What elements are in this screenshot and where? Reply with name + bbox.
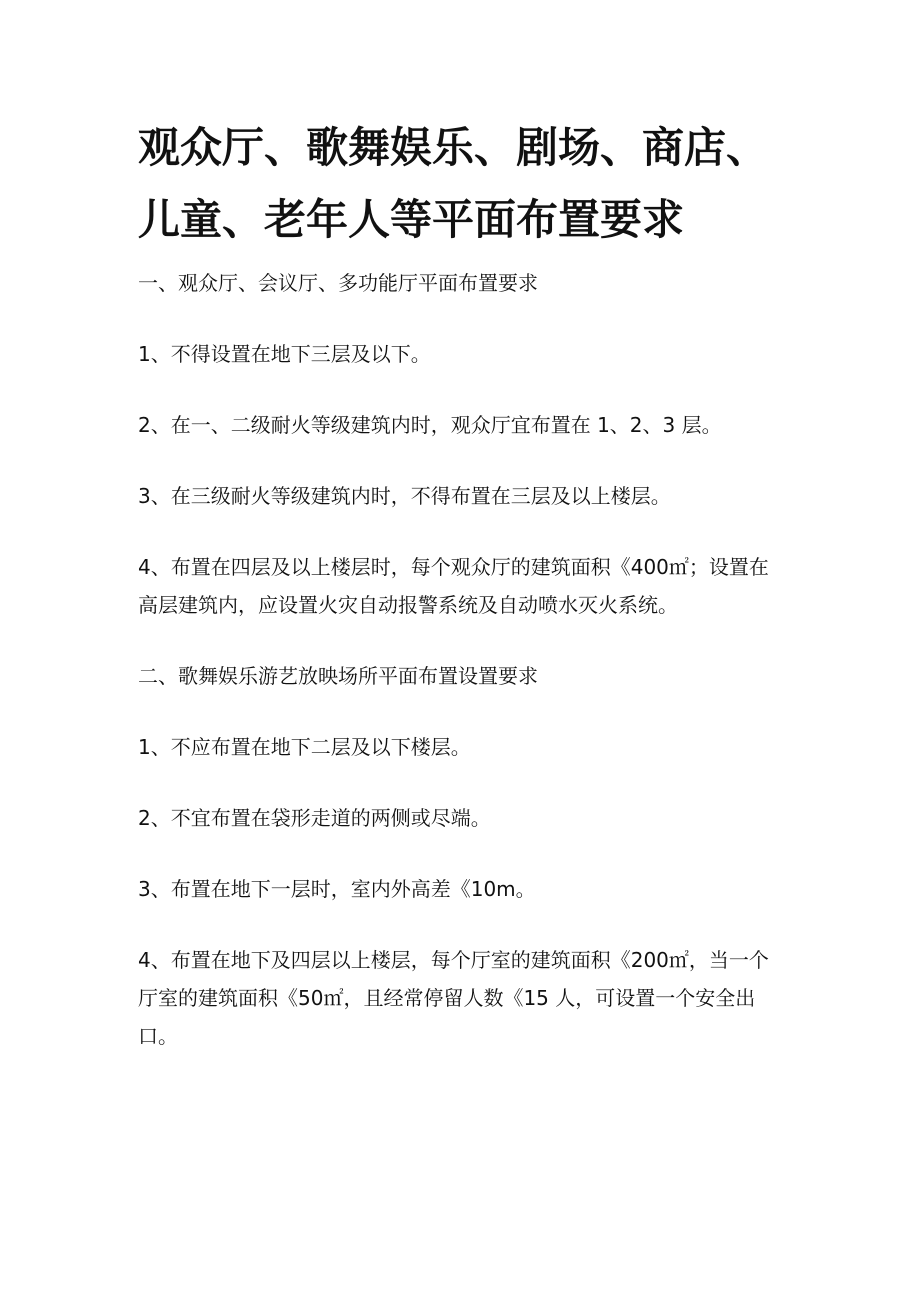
- document-page: [138, 112, 788, 1055]
- section-1-item-1: 1、不得设置在地下三层及以下。: [138, 342, 431, 366]
- title-line-2: 儿童、老年人等平面布置要求: [138, 195, 685, 244]
- section-2-item-4: 4、布置在地下及四层以上楼层，每个厅室的建筑面积《200㎡，当一个厅室的建筑面积《50㎡，且经常停留人数《15 人，可设置一个安全出口。: [138, 948, 769, 1048]
- section-1-heading: 一、观众厅、会议厅、多功能厅平面布置要求: [138, 271, 538, 295]
- section-2-heading: 二、歌舞娱乐游艺放映场所平面布置设置要求: [138, 664, 538, 688]
- section-1-item-3: 3、在三级耐火等级建筑内时，不得布置在三层及以上楼层。: [138, 484, 671, 508]
- document-title: [138, 112, 788, 256]
- title-line-1: 观众厅、歌舞娱乐、剧场、商店、: [138, 123, 769, 172]
- section-2-item-2: 2、不宜布置在袋形走道的两侧或尽端。: [138, 806, 491, 830]
- section-1-item-4: 4、布置在四层及以上楼层时，每个观众厅的建筑面积《400㎡；设置在高层建筑内，应设置火灾自动报警系统及自动喷水灭火系统。: [138, 555, 769, 617]
- section-2-item-1: 1、不应布置在地下二层及以下楼层。: [138, 735, 471, 759]
- section-1-item-2: 2、在一、二级耐火等级建筑内时，观众厅宜布置在 1、2、3 层。: [138, 413, 722, 437]
- section-2-item-3: 3、布置在地下一层时，室内外高差《10m。: [138, 877, 536, 901]
